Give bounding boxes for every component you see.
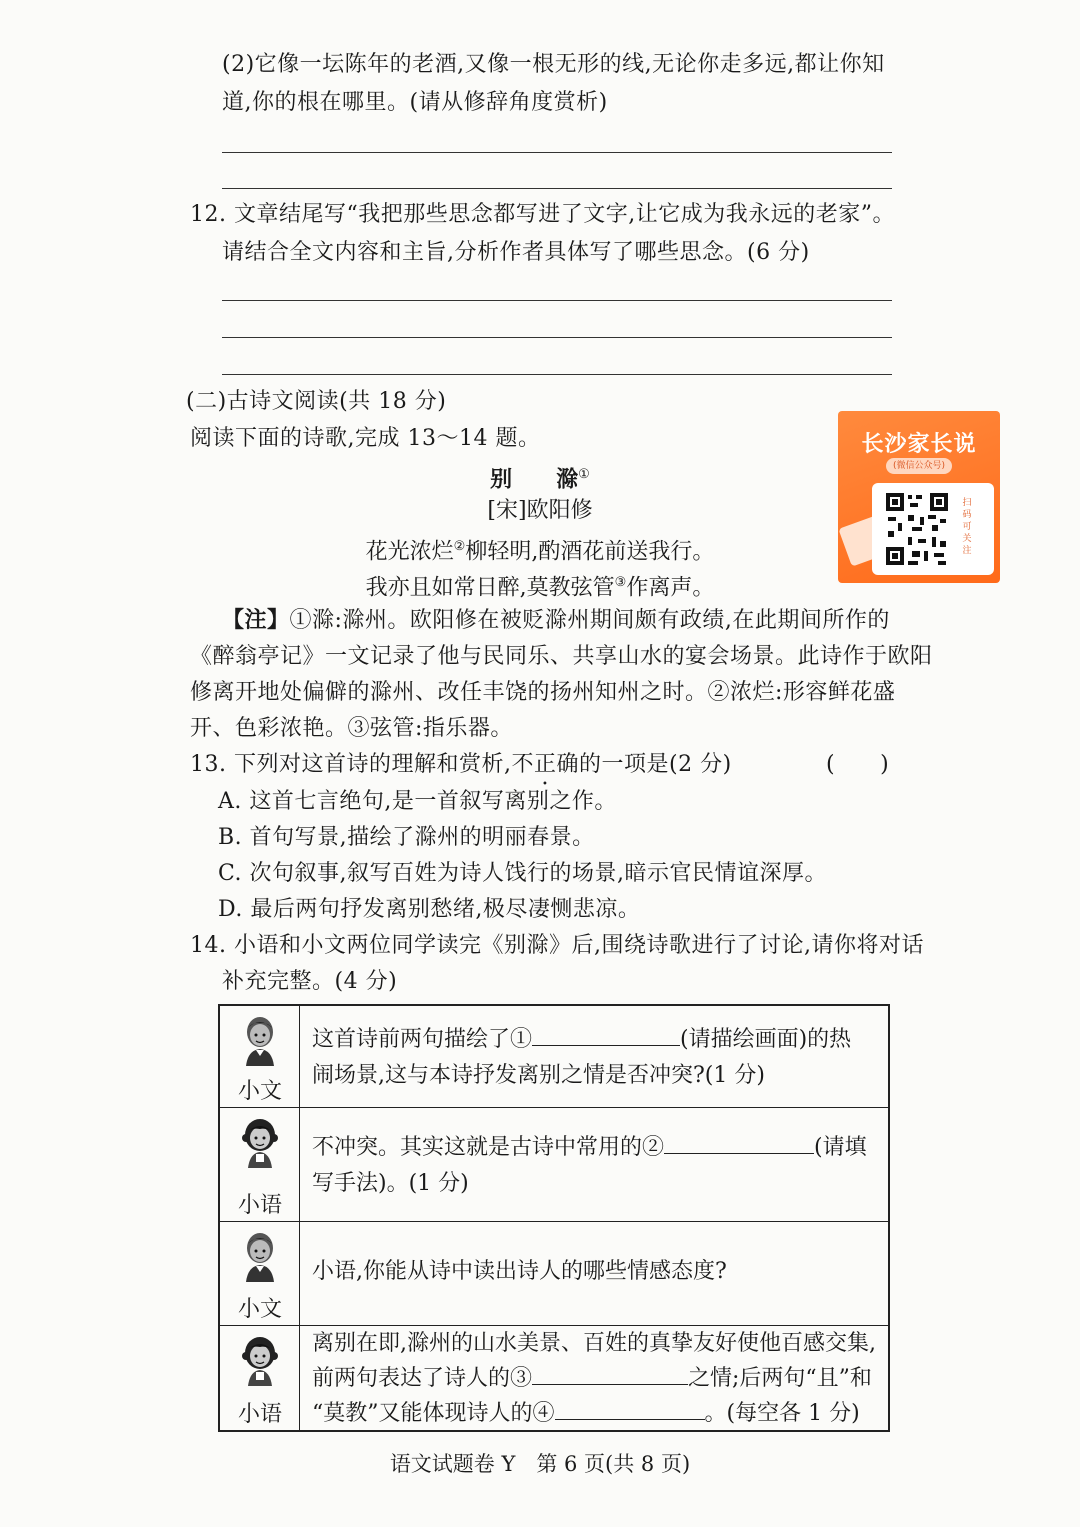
speaker-cell bbox=[220, 1222, 300, 1325]
q13-option-d: D. 最后两句抒发离别愁绪,极尽凄恻悲凉。 bbox=[218, 897, 641, 922]
girl-avatar-icon bbox=[240, 1116, 280, 1168]
speaker-cell bbox=[220, 1006, 300, 1107]
dialogue-row bbox=[220, 1108, 888, 1222]
poem-line1: 花光浓烂②柳轻明,酌酒花前送我行。 bbox=[365, 539, 715, 565]
dialogue-row bbox=[220, 1222, 888, 1326]
section-heading: (二)古诗文阅读(共 18 分) bbox=[186, 389, 447, 414]
speaker-cell bbox=[220, 1108, 300, 1221]
dialogue-text: 前两句表达了诗人的③ 之情;后两句“且”和 bbox=[312, 1361, 872, 1397]
ad-scan-label: 扫码可关注 bbox=[962, 498, 972, 556]
answer-line bbox=[222, 337, 892, 338]
dialogue-text: 离别在即,滁州的山水美景、百姓的真挚友好使他百感交集, bbox=[312, 1331, 876, 1356]
answer-line bbox=[222, 152, 892, 153]
answer-blank-1[interactable] bbox=[532, 1023, 680, 1046]
page-footer: 语文试题卷 Y 第 6 页(共 8 页) bbox=[389, 1452, 691, 1476]
q13-option-a: A. 这首七言绝句,是一首叙写离别之作。 bbox=[218, 789, 617, 814]
notes-line4: 开、色彩浓艳。③弦管:指乐器。 bbox=[190, 716, 513, 741]
q13-stem: 13. 下列对这首诗的理解和赏析,不正确的一项是(2 分) bbox=[190, 752, 732, 777]
dialogue-text: “莫教”又能体现诗人的④ 。(每空各 1 分) bbox=[312, 1396, 860, 1432]
dialogue-table bbox=[218, 1004, 890, 1432]
notes-line2: 《醉翁亭记》一文记录了他与民同乐、共享山水的宴会场景。此诗作于欧阳 bbox=[190, 644, 933, 669]
dialogue-row bbox=[220, 1326, 888, 1430]
dialogue-text: 不冲突。其实这就是古诗中常用的② (请填 bbox=[312, 1130, 867, 1166]
q13-option-c: C. 次句叙事,叙写百姓为诗人饯行的场景,暗示官民情谊深厚。 bbox=[218, 861, 828, 886]
ad-subtitle: (微信公众号) bbox=[886, 458, 952, 474]
answer-blank-4[interactable] bbox=[555, 1397, 705, 1420]
dialogue-row bbox=[220, 1006, 888, 1108]
speaker-name: 小文 bbox=[237, 1079, 282, 1104]
poem-author: [宋]欧阳修 bbox=[487, 498, 593, 523]
ad-title: 长沙家长说 bbox=[861, 432, 977, 457]
answer-blank-3[interactable] bbox=[532, 1362, 688, 1385]
speaker-name: 小语 bbox=[237, 1193, 282, 1218]
qr-ad[interactable] bbox=[838, 411, 1000, 583]
boy-avatar-icon bbox=[240, 1230, 280, 1282]
q13-answer-bracket[interactable]: ( ) bbox=[826, 752, 890, 777]
qr-code-icon bbox=[884, 491, 950, 567]
dialogue-text: 写手法)。(1 分) bbox=[312, 1171, 469, 1196]
girl-avatar-icon bbox=[240, 1334, 280, 1386]
dialogue-text: 小语,你能从诗中读出诗人的哪些情感态度? bbox=[312, 1259, 727, 1284]
section-instruction: 阅读下面的诗歌,完成 13～14 题。 bbox=[190, 426, 541, 451]
boy-avatar-icon bbox=[240, 1014, 280, 1066]
notes-line3: 修离开地处偏僻的滁州、改任丰饶的扬州知州之时。②浓烂:形容鲜花盛 bbox=[190, 680, 896, 705]
poem-line2: 我亦且如常日醉,莫教弦管③作离声。 bbox=[365, 575, 715, 601]
answer-line bbox=[222, 188, 892, 189]
notes-line1: 【注】①滁:滁州。欧阳修在被贬滁州期间颇有政绩,在此期间所作的 bbox=[222, 607, 890, 633]
q12-line1: 12. 文章结尾写“我把那些思念都写进了文字,让它成为我永远的老家”。 bbox=[190, 202, 895, 227]
poem-title: 别 滁① bbox=[490, 466, 590, 493]
q13-option-b: B. 首句写景,描绘了滁州的明丽春景。 bbox=[218, 825, 595, 850]
dialogue-text: 闹场景,这与本诗抒发离别之情是否冲突?(1 分) bbox=[312, 1063, 765, 1088]
q12-line2: 请结合全文内容和主旨,分析作者具体写了哪些思念。(6 分) bbox=[222, 240, 810, 265]
q14-line1: 14. 小语和小文两位同学读完《别滁》后,围绕诗歌进行了讨论,请你将对话 bbox=[190, 933, 924, 958]
q11-2-line2: 道,你的根在哪里。(请从修辞角度赏析) bbox=[222, 90, 608, 115]
answer-line bbox=[222, 300, 892, 301]
q11-2-line1: (2)它像一坛陈年的老酒,又像一根无形的线,无论你走多远,都让你知 bbox=[222, 52, 885, 77]
answer-blank-2[interactable] bbox=[664, 1131, 814, 1154]
speaker-name: 小语 bbox=[237, 1402, 282, 1427]
ad-card bbox=[872, 483, 994, 575]
speaker-cell bbox=[220, 1326, 300, 1430]
dialogue-text: 这首诗前两句描绘了① (请描绘画面)的热 bbox=[312, 1022, 851, 1058]
q14-line2: 补充完整。(4 分) bbox=[222, 969, 398, 994]
speaker-name: 小文 bbox=[237, 1297, 282, 1322]
answer-line bbox=[222, 374, 892, 375]
